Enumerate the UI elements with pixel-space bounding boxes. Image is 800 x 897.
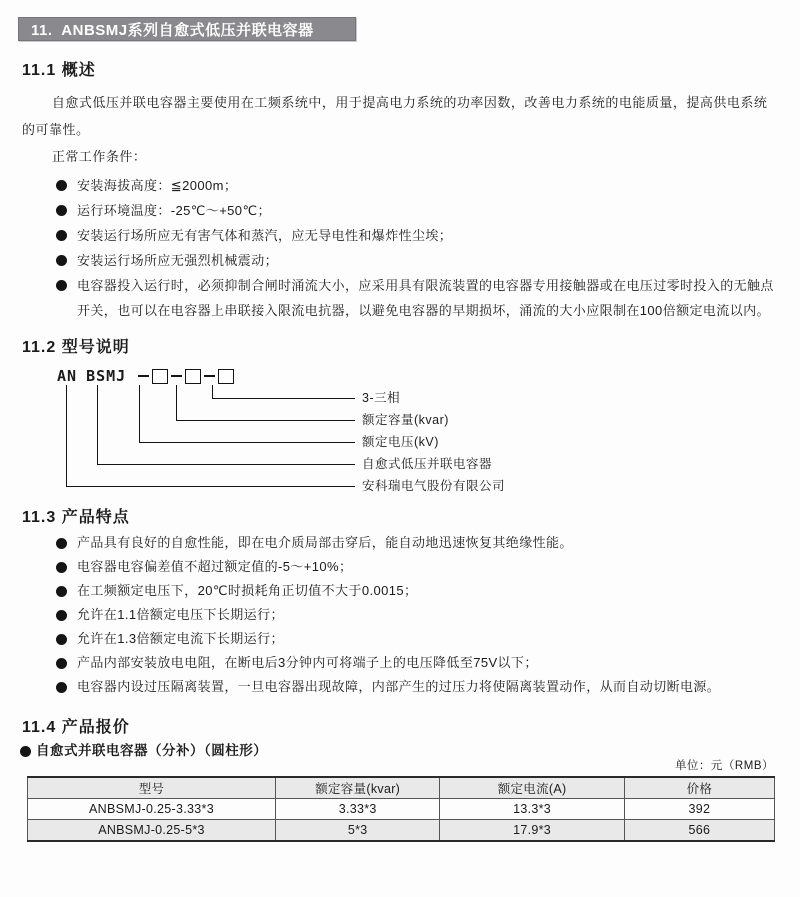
pricing-heading: 11.4 产品报价 [22,719,130,736]
col-header-model: 型号 [28,777,276,799]
list-item-text: 安装运行场所应无强烈机械震动； [77,253,279,268]
cell-price: 566 [624,820,774,842]
list-item [56,603,775,627]
pricing-subtitle [20,743,800,759]
list-item-text: 电容器投入运行时，必须抑制合闸时涌流大小，应采用具有限流装置的电容器专用接触器或在电压过零时投入的无触点开关，也可以在电容器上串联接入限流电抗器，以避免电容器的早期损坏，涌流的大小应限制在100倍额定电流以内。 [77,278,774,318]
list-item [56,223,775,248]
bullet-icon [56,538,67,549]
cell-model: ANBSMJ-0.25-3.33*3 [28,799,276,820]
features-bullet-list [56,531,775,699]
model-heading: 11.2 型号说明 [22,339,130,356]
section-banner [18,17,356,41]
overview-intro: 自愈式低压并联电容器主要使用在工频系统中，用于提高电力系统的功率因数，改善电力系统的电能质量，提高供电系统的可靠性。 [22,95,768,137]
bullet-icon [56,255,67,266]
model-code-box [152,369,168,384]
connector-line [97,464,355,465]
col-header-capacity: 额定容量(kvar) [276,777,440,799]
code-label-voltage: 额定电压(kV) [362,435,439,449]
overview-heading: 11.1 概述 [22,62,96,79]
list-item [56,273,775,323]
bullet-icon [56,280,67,291]
overview-bullet-list [56,173,775,323]
code-label-phase: 3-三相 [362,391,401,405]
connector-line [97,385,98,464]
model-code-box [218,369,234,384]
list-item [56,531,775,555]
list-item [56,198,775,223]
code-label-capacity: 额定容量(kvar) [362,413,449,427]
list-item-text: 电容器内设过压隔离装置，一旦电容器出现故障，内部产生的过压力将使隔离装置动作，从而自动切断电源。 [77,679,721,694]
dash-separator [138,375,149,377]
col-header-current: 额定电流(A) [440,777,625,799]
table-row [28,820,775,842]
banner-title: 11. ANBSMJ系列自愈式低压并联电容器 [31,21,314,39]
connector-line [139,385,140,442]
list-item [56,627,775,651]
list-item [56,173,775,198]
code-label-product: 自愈式低压并联电容器 [362,457,493,471]
model-code-diagram [0,365,800,497]
list-item [56,555,775,579]
list-item [56,248,775,273]
model-prefix-bsmj: BSMJ [86,367,127,385]
cell-capacity: 3.33*3 [276,799,440,820]
dash-separator [204,375,215,377]
unit-note: 单位：元（RMB） [674,760,774,772]
bullet-icon [56,634,67,645]
cell-current: 17.9*3 [440,820,625,842]
col-header-price: 价格 [624,777,774,799]
connector-line [212,385,213,398]
list-item-text: 安装运行场所应无有害气体和蒸汽，应无导电性和爆炸性尘埃； [77,228,453,243]
bullet-icon [56,180,67,191]
conditions-label: 正常工作条件： [51,149,147,164]
connector-line [139,442,355,443]
cell-price: 392 [624,799,774,820]
table-header-row [28,777,775,799]
bullet-icon [56,205,67,216]
connector-line [176,385,177,420]
connector-line [176,420,355,421]
list-item-text: 在工频额定电压下，20℃时损耗角正切值不大于0.0015； [77,583,418,598]
bullet-icon [56,610,67,621]
cell-capacity: 5*3 [276,820,440,842]
list-item-text: 运行环境温度：-25℃～+50℃； [77,203,271,218]
model-prefix-an: AN [57,367,78,385]
features-heading: 11.3 产品特点 [22,509,130,526]
cell-current: 13.3*3 [440,799,625,820]
connector-line [66,486,355,487]
price-table [27,776,775,842]
model-code-row [57,367,234,385]
connector-line [212,398,355,399]
pricing-subtitle-text: 自愈式并联电容器（分补）（圆柱形） [36,743,268,758]
list-item-text: 允许在1.3倍额定电流下长期运行； [77,631,284,646]
list-item [56,675,775,699]
connector-line [66,385,67,486]
dash-separator [171,375,182,377]
list-item [56,579,775,603]
code-label-company: 安科瑞电气股份有限公司 [362,479,506,493]
bullet-icon [56,658,67,669]
list-item-text: 安装海拔高度：≦2000m； [77,178,238,193]
list-item [56,651,775,675]
list-item-text: 产品具有良好的自愈性能，即在电介质局部击穿后，能自动地迅速恢复其绝缘性能。 [77,535,573,550]
cell-model: ANBSMJ-0.25-5*3 [28,820,276,842]
bullet-icon [56,230,67,241]
bullet-icon [20,746,31,757]
table-row [28,799,775,820]
list-item-text: 允许在1.1倍额定电压下长期运行； [77,607,284,622]
bullet-icon [56,586,67,597]
bullet-icon [56,682,67,693]
model-code-box [185,369,201,384]
bullet-icon [56,562,67,573]
list-item-text: 产品内部安装放电电阻，在断电后3分钟内可将端子上的电压降低至75V以下； [77,655,538,670]
list-item-text: 电容器电容偏差值不超过额定值的-5～+10%； [77,559,353,574]
